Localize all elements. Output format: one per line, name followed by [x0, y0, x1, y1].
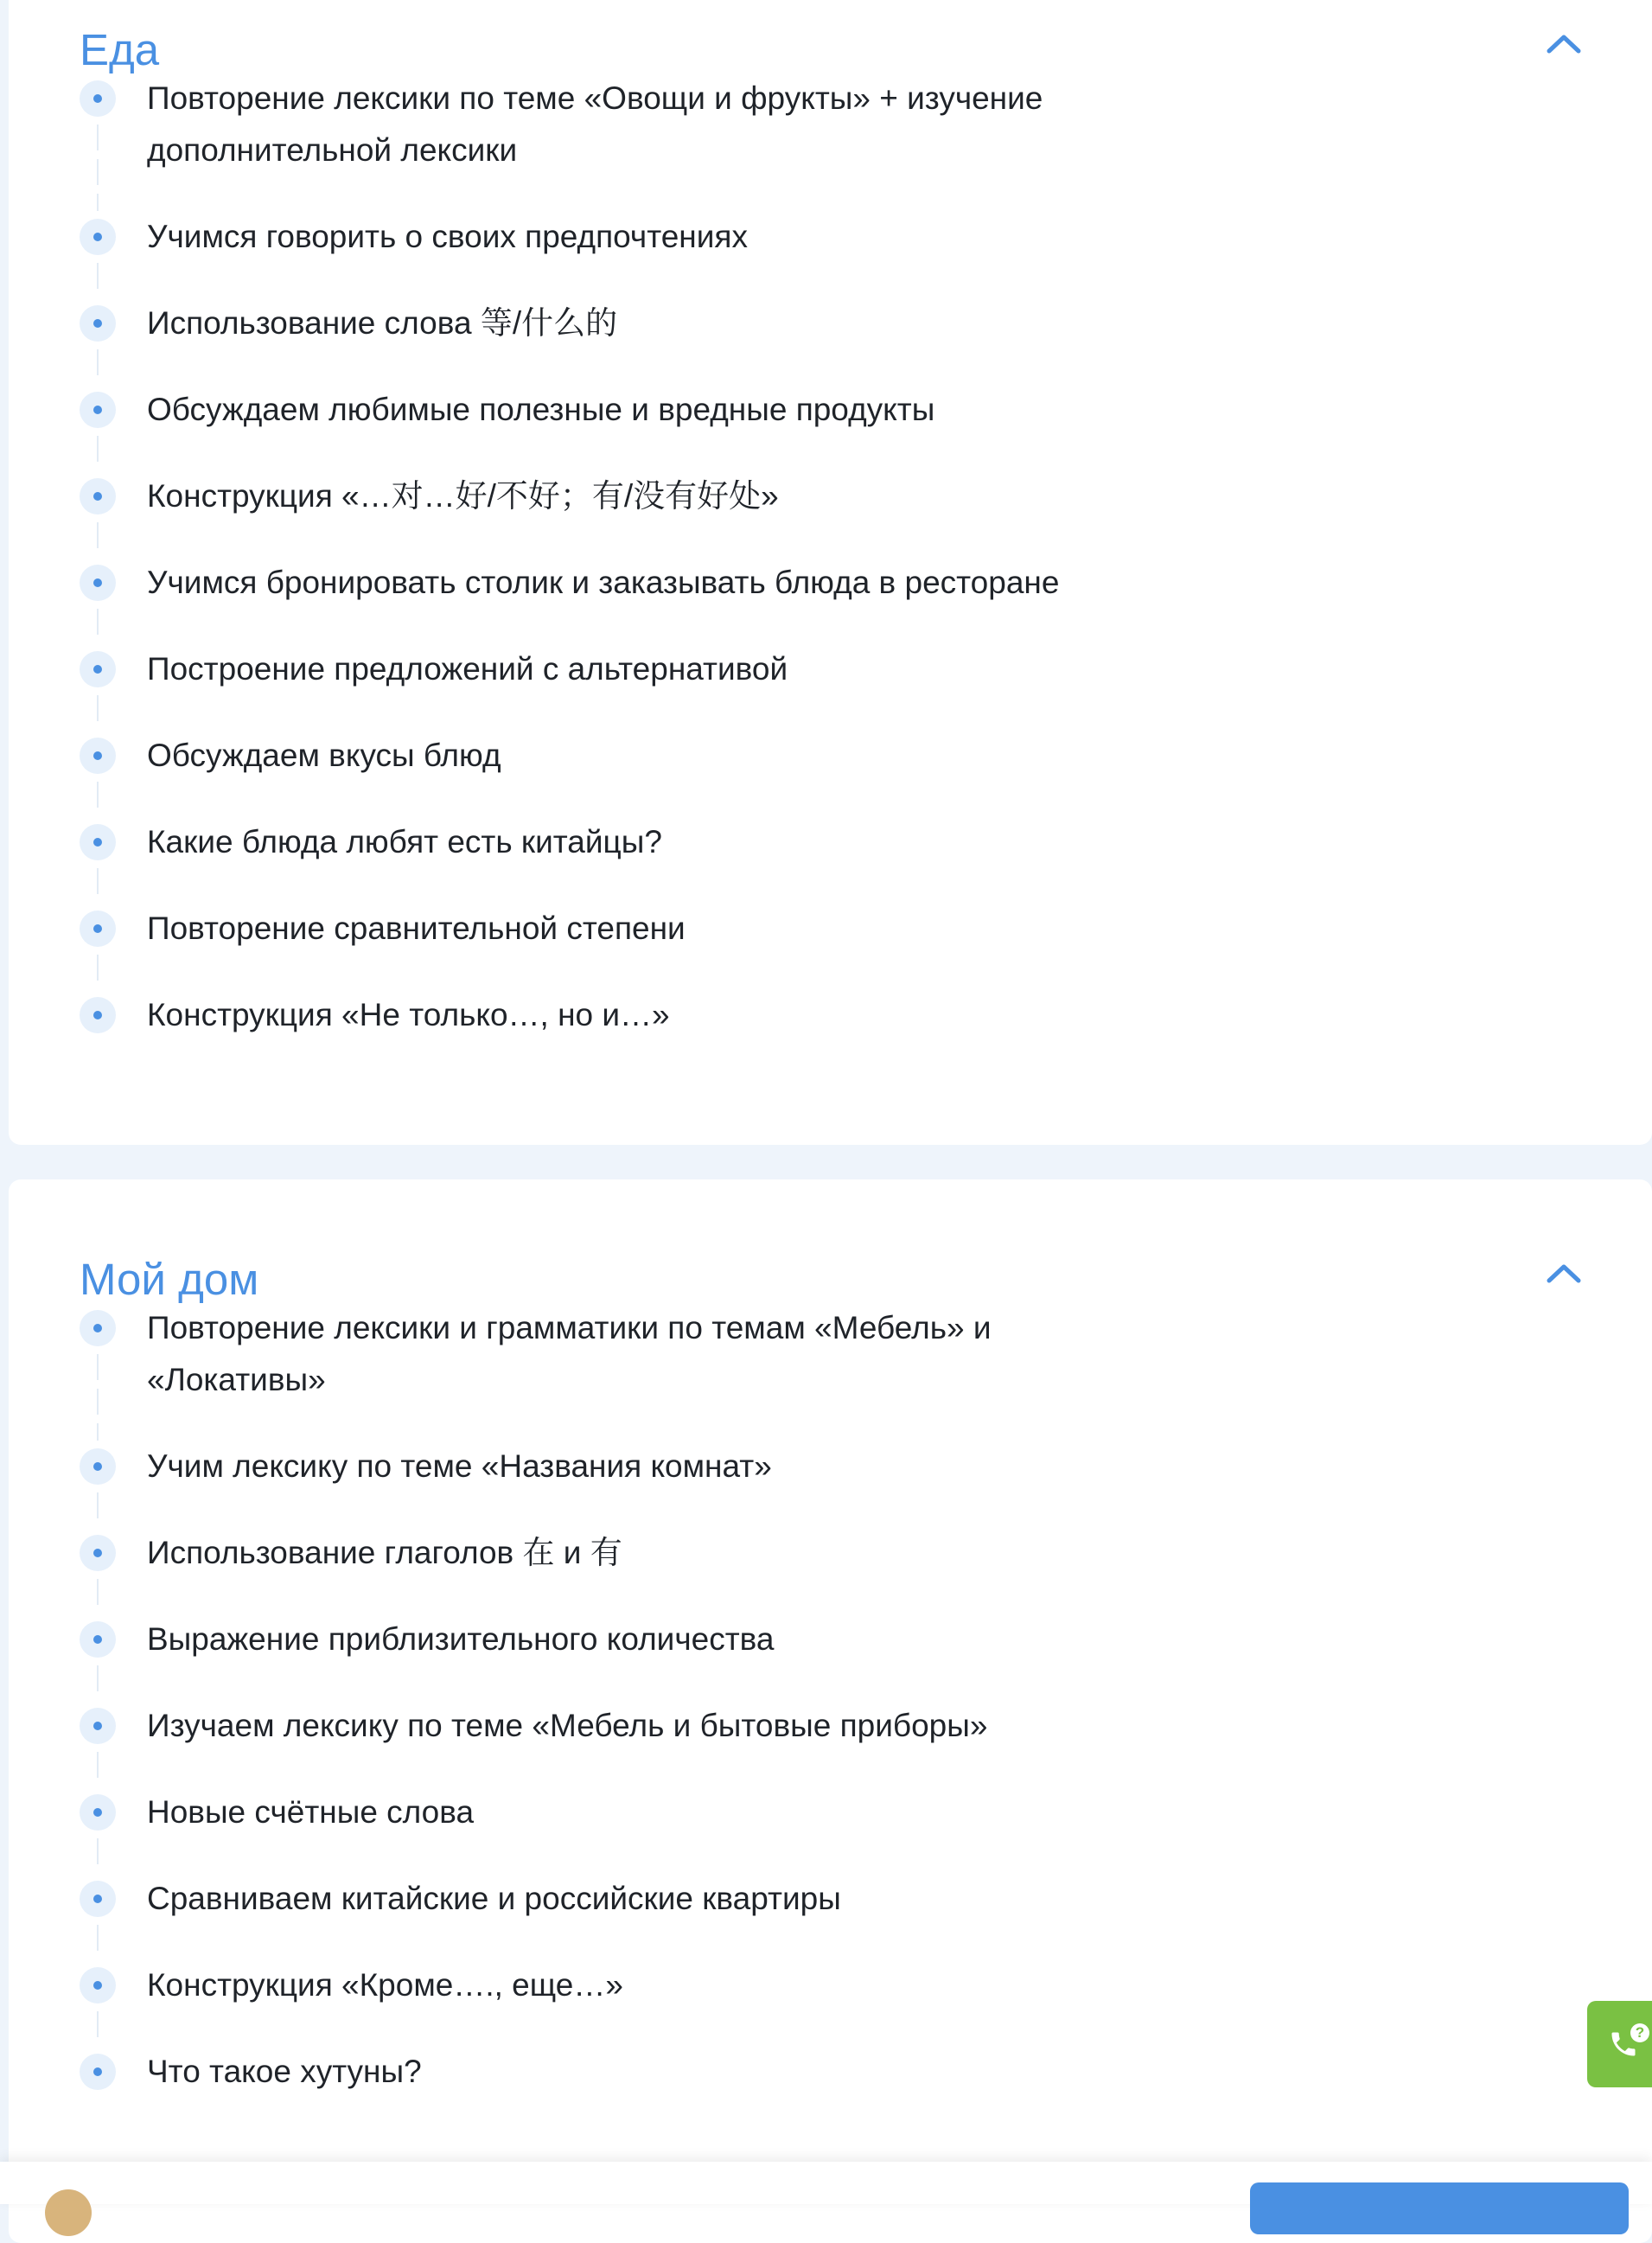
- list-item: [9, 1873, 1305, 1925]
- list-item: [9, 470, 1305, 522]
- timeline-connector: [97, 1665, 99, 1700]
- list-item: [9, 1959, 1305, 2011]
- list-item: [9, 903, 1305, 955]
- topic-text: Обсуждаем любимые полезные и вредные продукты: [147, 392, 935, 427]
- timeline-connector: [97, 436, 99, 470]
- timeline-connector: [97, 1354, 99, 1441]
- list-item: [9, 1302, 1305, 1406]
- list-item: [9, 1527, 1305, 1579]
- bullet-dot-icon: [80, 1448, 116, 1485]
- topic-text: Изучаем лексику по теме «Мебель и бытовые приборы»: [147, 1708, 988, 1743]
- list-item: [9, 643, 1305, 695]
- bullet-dot-icon: [80, 738, 116, 774]
- timeline-connector: [97, 955, 99, 989]
- bullet-dot-icon: [80, 2054, 116, 2090]
- timeline-connector: [97, 522, 99, 557]
- topic-text: Конструкция «…对…好/不好；有/没有好处»: [147, 478, 779, 514]
- section-title: Мой дом: [80, 1255, 259, 1304]
- bullet-dot-icon: [80, 1967, 116, 2003]
- topic-text: Повторение лексики и грамматики по темам «Мебель» и «Локативы»: [147, 1310, 992, 1397]
- timeline-connector: [97, 263, 99, 297]
- topic-list: [9, 73, 1305, 1041]
- topic-text: Выражение приблизительного количества: [147, 1621, 775, 1657]
- timeline-connector: [97, 609, 99, 643]
- bullet-dot-icon: [80, 1621, 116, 1658]
- section-card-food: [9, 0, 1652, 1145]
- list-item: [9, 816, 1305, 868]
- bullet-dot-icon: [80, 565, 116, 601]
- bullet-dot-icon: [80, 824, 116, 860]
- bullet-dot-icon: [80, 1310, 116, 1346]
- timeline-connector: [97, 1925, 99, 1959]
- topic-text: Построение предложений с альтернативой: [147, 651, 788, 687]
- list-item: [9, 989, 1305, 1041]
- cta-button[interactable]: [1250, 2182, 1629, 2234]
- topic-text: Повторение сравнительной степени: [147, 911, 686, 946]
- topic-text: Конструкция «Кроме…., еще…»: [147, 1967, 623, 2003]
- topic-text: Учимся бронировать столик и заказывать блюда в ресторане: [147, 565, 1060, 600]
- topic-text: Учимся говорить о своих предпочтениях: [147, 219, 748, 254]
- topic-text: Какие блюда любят есть китайцы?: [147, 824, 662, 859]
- topic-text: Использование глаголов 在 и 有: [147, 1535, 622, 1570]
- timeline-connector: [97, 1838, 99, 1873]
- bullet-dot-icon: [80, 651, 116, 687]
- bullet-dot-icon: [80, 1535, 116, 1571]
- timeline-connector: [97, 782, 99, 816]
- list-item: [9, 1614, 1305, 1665]
- timeline-connector: [97, 2011, 99, 2046]
- list-item: [9, 211, 1305, 263]
- timeline-connector: [97, 868, 99, 903]
- list-item: [9, 2046, 1305, 2098]
- section-title: Еда: [80, 25, 160, 74]
- list-item: [9, 1786, 1305, 1838]
- list-item: [9, 73, 1305, 176]
- topic-text: Сравниваем китайские и российские квартиры: [147, 1881, 841, 1916]
- list-item: [9, 1700, 1305, 1752]
- list-item: [9, 557, 1305, 609]
- topic-text: Что такое хутуны?: [147, 2054, 422, 2089]
- timeline-connector: [97, 1579, 99, 1614]
- timeline-connector: [97, 1752, 99, 1786]
- avatar: [45, 2189, 92, 2236]
- timeline-connector: [97, 695, 99, 730]
- bullet-dot-icon: [80, 305, 116, 342]
- collapse-button[interactable]: [1536, 1245, 1591, 1300]
- collapse-button[interactable]: [1536, 16, 1591, 71]
- topic-list: [9, 1302, 1305, 2098]
- timeline-connector: [97, 349, 99, 384]
- topic-text: Обсуждаем вкусы блюд: [147, 738, 501, 773]
- list-item: [9, 730, 1305, 782]
- bullet-dot-icon: [80, 478, 116, 514]
- bullet-dot-icon: [80, 219, 116, 255]
- topic-text: Учим лексику по теме «Названия комнат»: [147, 1448, 772, 1484]
- callback-phone-button[interactable]: [1587, 2001, 1652, 2087]
- list-item: [9, 297, 1305, 349]
- list-item: [9, 1441, 1305, 1492]
- chevron-up-icon: [1546, 1262, 1582, 1284]
- timeline-connector: [97, 1492, 99, 1527]
- bullet-dot-icon: [80, 911, 116, 947]
- bullet-dot-icon: [80, 392, 116, 428]
- chevron-up-icon: [1546, 32, 1582, 54]
- help-badge: ?: [1630, 2023, 1649, 2042]
- topic-text: Повторение лексики по теме «Овощи и фрукты» + изучение дополнительной лексики: [147, 80, 1043, 168]
- section-card-home: [9, 1179, 1652, 2243]
- bottom-bar: [0, 2162, 1652, 2204]
- list-item: [9, 384, 1305, 436]
- bullet-dot-icon: [80, 1881, 116, 1917]
- topic-text: Новые счётные слова: [147, 1794, 475, 1830]
- topic-text: Конструкция «Не только…, но и…»: [147, 997, 670, 1032]
- topic-text: Использование слова 等/什么的: [147, 305, 618, 341]
- bullet-dot-icon: [80, 80, 116, 117]
- bullet-dot-icon: [80, 997, 116, 1033]
- timeline-connector: [97, 125, 99, 211]
- bullet-dot-icon: [80, 1708, 116, 1744]
- bullet-dot-icon: [80, 1794, 116, 1831]
